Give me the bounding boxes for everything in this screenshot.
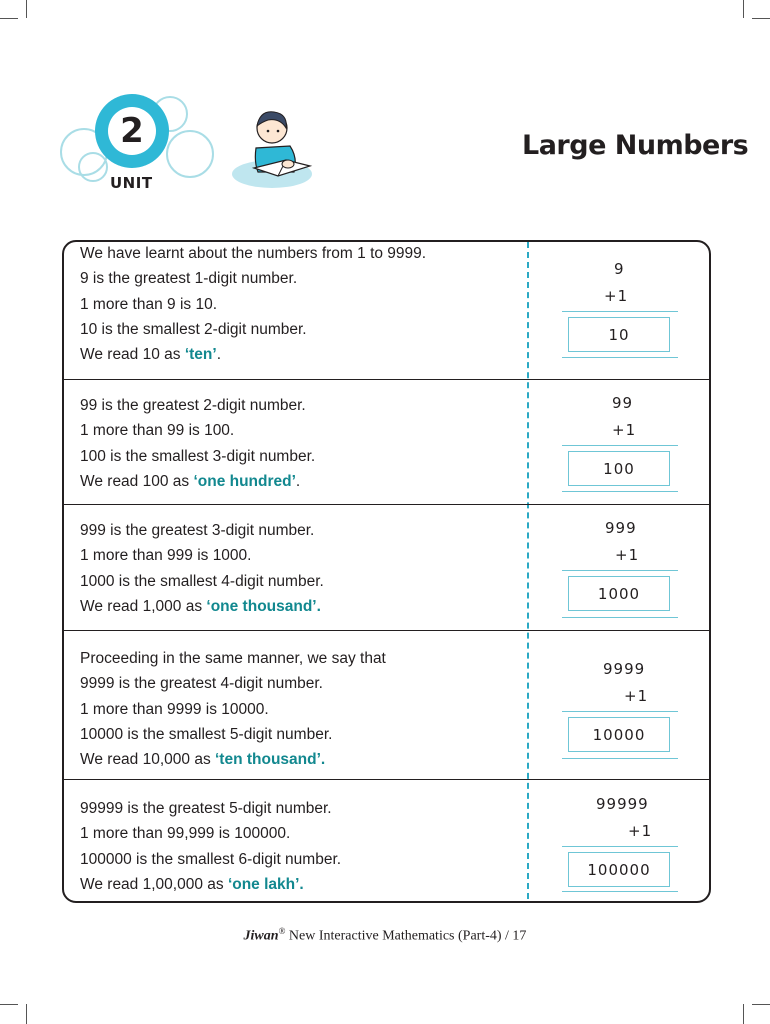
- section-text: [80, 393, 315, 494]
- text-line: 999 is the greatest 3-digit number.: [80, 522, 315, 539]
- crop-mark: [26, 1004, 27, 1024]
- sum-add: +1: [624, 687, 649, 705]
- text-line: 99999 is the greatest 5-digit number.: [80, 800, 332, 817]
- page-title: Large Numbers: [522, 130, 749, 161]
- text-line: 10000 is the smallest 5-digit number.: [80, 725, 333, 743]
- sum-rule: [562, 891, 678, 892]
- text-line: 1 more than 999 is 1000.: [80, 547, 252, 565]
- unit-number: 2: [108, 107, 156, 155]
- section-divider: [64, 504, 710, 505]
- unit-badge: [60, 90, 220, 200]
- text-line: 1000 is the smallest 4-digit number.: [80, 572, 324, 590]
- number-name: ‘ten thousand’.: [215, 751, 326, 769]
- decor-ring: [78, 152, 108, 182]
- sum-top: 999: [605, 519, 637, 537]
- text-line: 99 is the greatest 2-digit number.: [80, 397, 306, 414]
- text-line: 100 is the smallest 3-digit number.: [80, 447, 316, 465]
- sum-rule: [562, 711, 678, 712]
- text-line: 9999 is the greatest 4-digit number.: [80, 675, 323, 693]
- text-line: 1 more than 9999 is 10000.: [80, 700, 269, 718]
- sum-add: +1: [612, 421, 637, 439]
- boy-reading-illustration: [228, 102, 324, 190]
- number-name: ‘one thousand’.: [206, 597, 321, 615]
- decor-ring: [166, 130, 214, 178]
- column-divider: [527, 242, 529, 899]
- text-line: 1 more than 9 is 10.: [80, 295, 217, 313]
- crop-mark: [0, 1004, 18, 1005]
- sum-top: 99: [612, 394, 634, 412]
- sum-add: +1: [628, 822, 653, 840]
- sum-result-box: 10000: [568, 717, 670, 752]
- sum-rule: [562, 445, 678, 446]
- crop-mark: [743, 1004, 744, 1024]
- crop-mark: [26, 0, 27, 18]
- footer-brand: Jiwan: [243, 928, 279, 944]
- sum-result-box: 100000: [568, 852, 670, 887]
- sum-rule: [562, 570, 678, 571]
- sum-result-box: 10: [568, 317, 670, 352]
- sum-top: 99999: [596, 795, 649, 813]
- sum-result-box: 100: [568, 451, 670, 486]
- read-line: We read 1,000 as ‘one thousand’.: [80, 597, 321, 615]
- section-divider: [64, 379, 710, 380]
- text-line: 10 is the smallest 2-digit number.: [80, 320, 307, 338]
- read-line: We read 1,00,000 as ‘one lakh’.: [80, 875, 304, 893]
- section-divider: [64, 779, 710, 780]
- crop-mark: [752, 18, 770, 19]
- sum-rule: [562, 617, 678, 618]
- sum-top: 9: [614, 260, 625, 278]
- section-text: [80, 646, 386, 772]
- read-line: We read 100 as ‘one hundred’.: [80, 472, 301, 490]
- sum-rule: [562, 357, 678, 358]
- unit-label: UNIT: [110, 174, 153, 192]
- sum-rule: [562, 758, 678, 759]
- sum-top: 9999: [603, 660, 646, 678]
- text-line: 100000 is the smallest 6-digit number.: [80, 850, 342, 868]
- footer-text: New Interactive Mathematics (Part-4) / 17: [285, 928, 527, 944]
- text-line: 1 more than 99,999 is 100000.: [80, 825, 291, 843]
- crop-mark: [743, 0, 744, 18]
- page-footer: [0, 926, 770, 945]
- sum-add: +1: [615, 546, 640, 564]
- sum-rule: [562, 311, 678, 312]
- sum-rule: [562, 846, 678, 847]
- crop-mark: [752, 1004, 770, 1005]
- number-name: ‘ten’: [184, 346, 217, 364]
- section-divider: [64, 630, 710, 631]
- section-text: [80, 518, 324, 619]
- unit-number-circle: [95, 94, 169, 168]
- number-name: ‘one lakh’.: [227, 875, 304, 893]
- sum-add: +1: [604, 287, 629, 305]
- number-name: ‘one hundred’: [193, 472, 296, 490]
- section-text: [80, 796, 341, 897]
- text-line: 1 more than 99 is 100.: [80, 422, 235, 440]
- section-text: [80, 241, 426, 367]
- text-line: We have learnt about the numbers from 1 to 9999.: [80, 245, 427, 262]
- text-line: 9 is the greatest 1-digit number.: [80, 270, 298, 288]
- crop-mark: [0, 18, 18, 19]
- sum-rule: [562, 491, 678, 492]
- read-line: We read 10,000 as ‘ten thousand’.: [80, 751, 326, 769]
- sum-result-box: 1000: [568, 576, 670, 611]
- registered-mark: ®: [278, 926, 286, 936]
- read-line: We read 10 as ‘ten’.: [80, 346, 222, 364]
- text-line: Proceeding in the same manner, we say that: [80, 650, 386, 667]
